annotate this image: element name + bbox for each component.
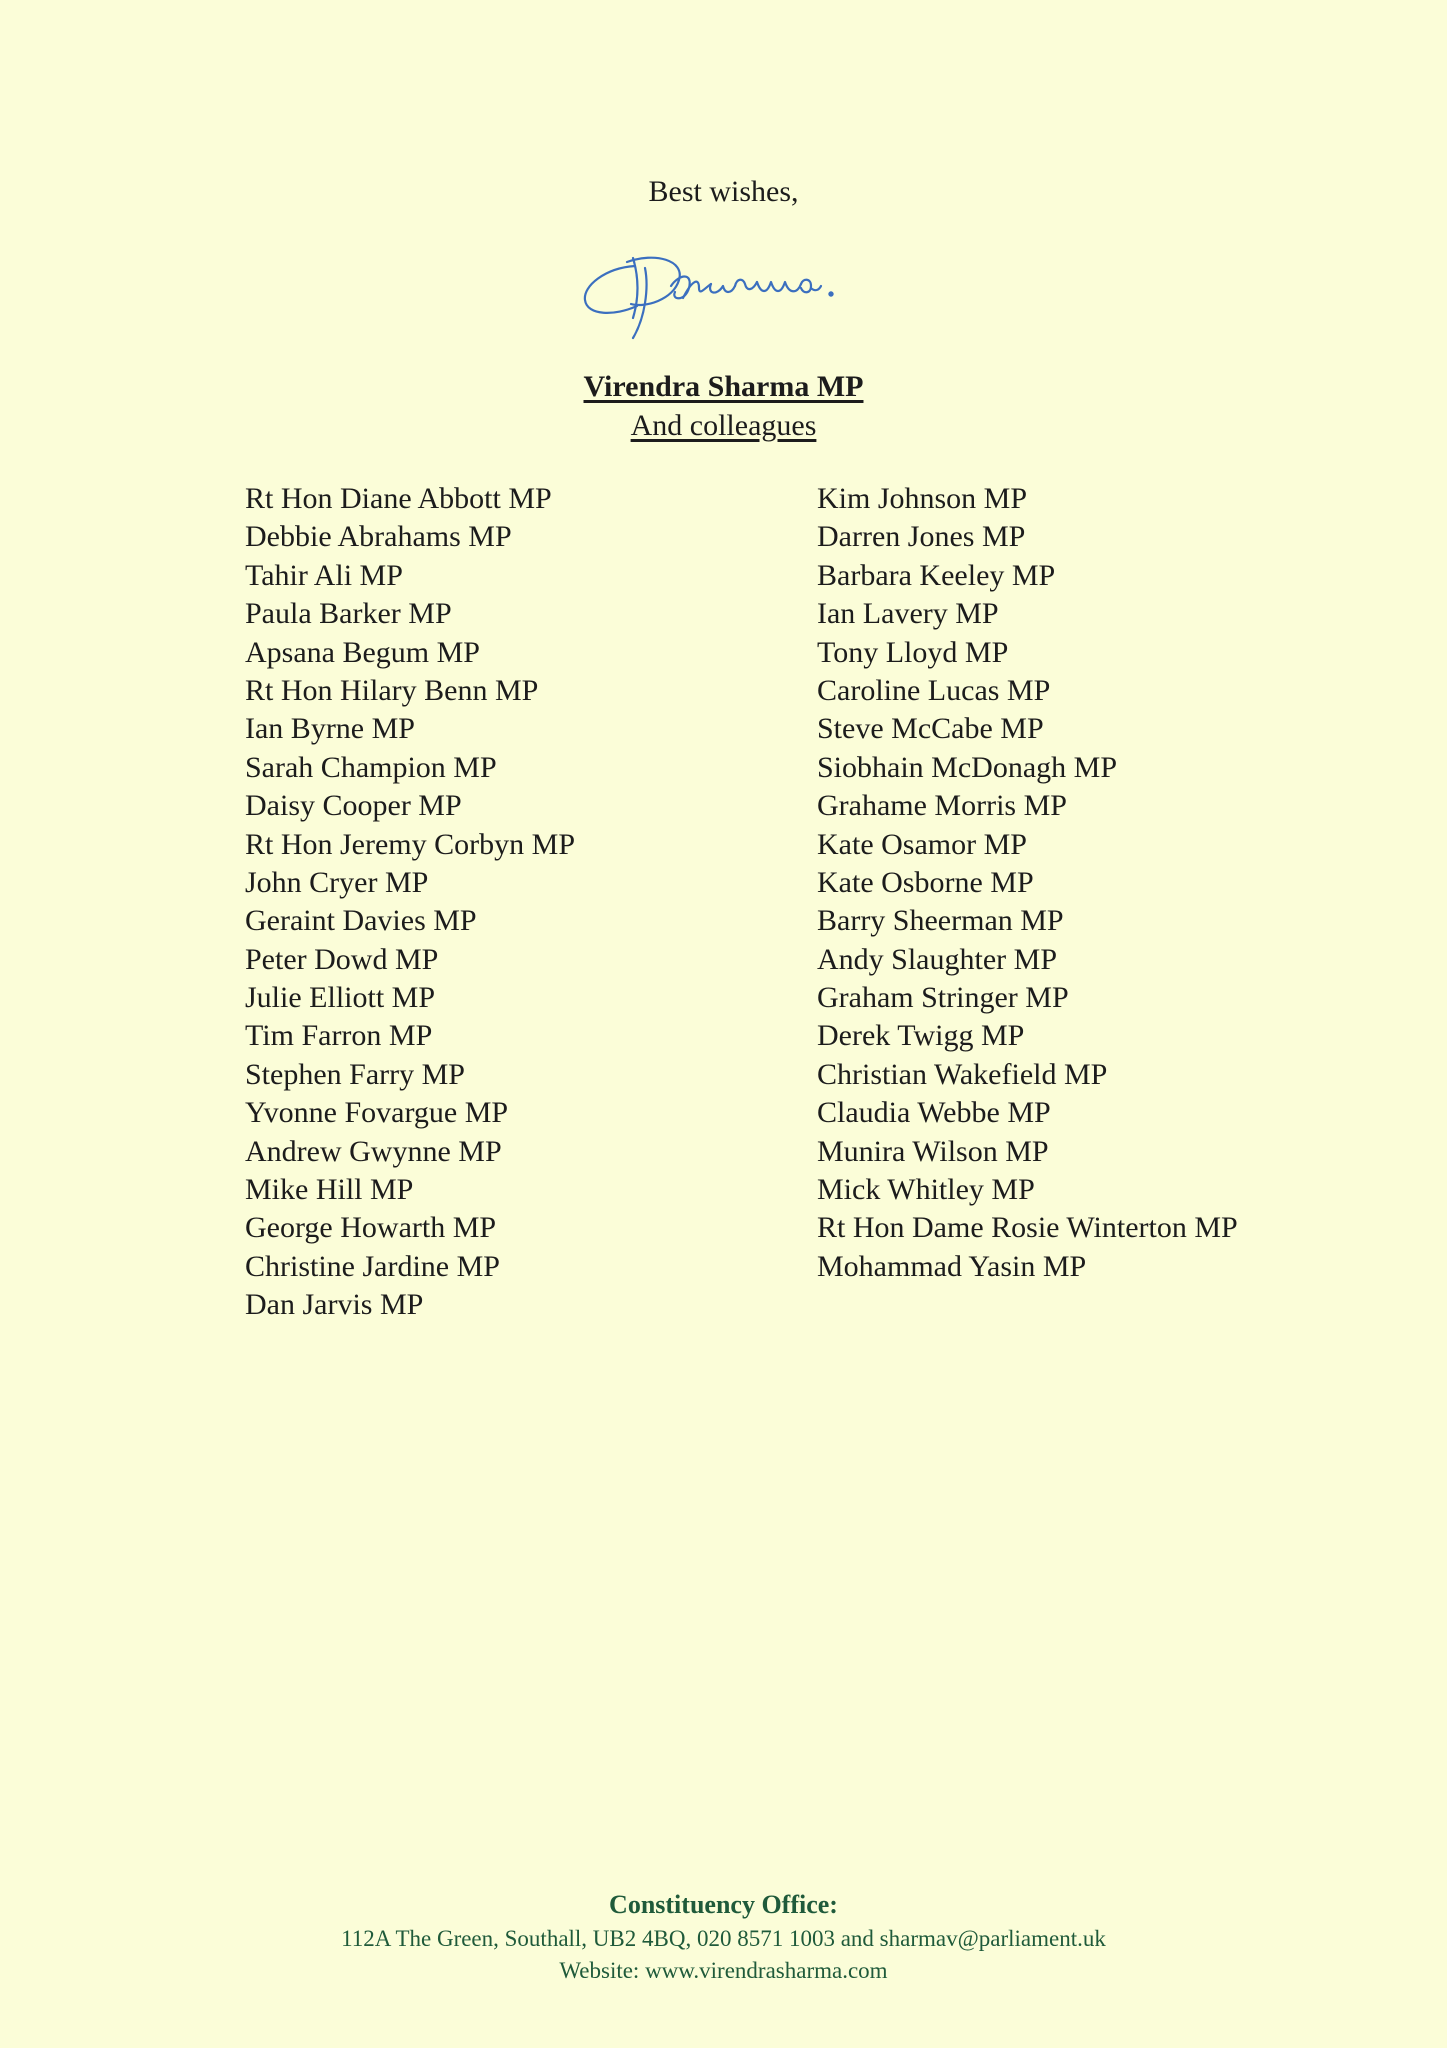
colleague-name: Peter Dowd MP bbox=[245, 942, 439, 976]
signer-name: Virendra Sharma MP bbox=[583, 370, 864, 403]
colleague-name: Sarah Champion MP bbox=[245, 750, 497, 784]
colleague-name: Caroline Lucas MP bbox=[817, 673, 1051, 707]
colleague-name: Apsana Begum MP bbox=[245, 635, 480, 669]
closing-text: Best wishes, bbox=[648, 175, 799, 208]
colleague-name: Tahir Ali MP bbox=[245, 558, 403, 592]
colleague-name: Steve McCabe MP bbox=[817, 712, 1044, 746]
colleague-name: Andrew Gwynne MP bbox=[245, 1134, 502, 1168]
colleague-name: Christine Jardine MP bbox=[245, 1249, 500, 1283]
colleague-name: Julie Elliott MP bbox=[245, 981, 436, 1015]
signer-subtitle: And colleagues bbox=[630, 409, 817, 442]
colleague-name: Yvonne Fovargue MP bbox=[245, 1096, 509, 1130]
colleague-name: Kate Osborne MP bbox=[817, 865, 1034, 899]
colleague-name: Mohammad Yasin MP bbox=[817, 1249, 1087, 1283]
colleagues-left-column bbox=[245, 480, 575, 1325]
colleague-name: Rt Hon Jeremy Corbyn MP bbox=[245, 827, 575, 861]
colleague-name: Daisy Cooper MP bbox=[245, 789, 462, 823]
colleague-name: Christian Wakefield MP bbox=[817, 1057, 1108, 1091]
colleague-name: Barbara Keeley MP bbox=[817, 558, 1056, 592]
colleague-name: Stephen Farry MP bbox=[245, 1057, 465, 1091]
colleague-name: Kate Osamor MP bbox=[817, 827, 1027, 861]
colleague-name: Andy Slaughter MP bbox=[817, 942, 1057, 976]
colleague-name: Rt Hon Diane Abbott MP bbox=[245, 482, 552, 515]
colleague-name: Geraint Davies MP bbox=[245, 904, 477, 938]
colleague-name: Darren Jones MP bbox=[817, 520, 1026, 554]
colleague-name: Barry Sheerman MP bbox=[817, 904, 1064, 938]
footer-address: 112A The Green, Southall, UB2 4BQ, 020 8571 1003 and sharmav@parliament.uk bbox=[341, 1926, 1106, 1951]
colleague-name: Tim Farron MP bbox=[245, 1019, 433, 1053]
footer-website: Website: www.virendrasharma.com bbox=[559, 1958, 888, 1983]
colleague-name: Claudia Webbe MP bbox=[817, 1096, 1051, 1130]
colleague-name: Rt Hon Dame Rosie Winterton MP bbox=[817, 1211, 1238, 1245]
colleague-name: Tony Lloyd MP bbox=[817, 635, 1009, 669]
colleague-name: Munira Wilson MP bbox=[817, 1134, 1049, 1168]
colleague-name: Derek Twigg MP bbox=[817, 1019, 1025, 1053]
colleague-name: Ian Lavery MP bbox=[817, 597, 999, 631]
footer-heading: Constituency Office: bbox=[609, 1890, 838, 1919]
colleague-name: Debbie Abrahams MP bbox=[245, 520, 512, 554]
colleague-name: Graham Stringer MP bbox=[817, 981, 1069, 1015]
colleague-name: Paula Barker MP bbox=[245, 597, 452, 631]
colleague-name: Siobhain McDonagh MP bbox=[817, 750, 1117, 784]
colleague-name: Kim Johnson MP bbox=[817, 482, 1028, 515]
colleague-name: Mike Hill MP bbox=[245, 1173, 414, 1207]
colleague-name: Dan Jarvis MP bbox=[245, 1288, 424, 1322]
colleague-name: George Howarth MP bbox=[245, 1211, 497, 1245]
handwritten-signature bbox=[575, 238, 875, 348]
colleagues-right-column bbox=[817, 480, 1238, 1286]
colleague-name: Rt Hon Hilary Benn MP bbox=[245, 673, 539, 707]
colleague-name: Ian Byrne MP bbox=[245, 712, 415, 746]
colleague-name: Mick Whitley MP bbox=[817, 1173, 1035, 1207]
colleague-name: Grahame Morris MP bbox=[817, 789, 1067, 823]
colleague-name: John Cryer MP bbox=[245, 865, 429, 899]
